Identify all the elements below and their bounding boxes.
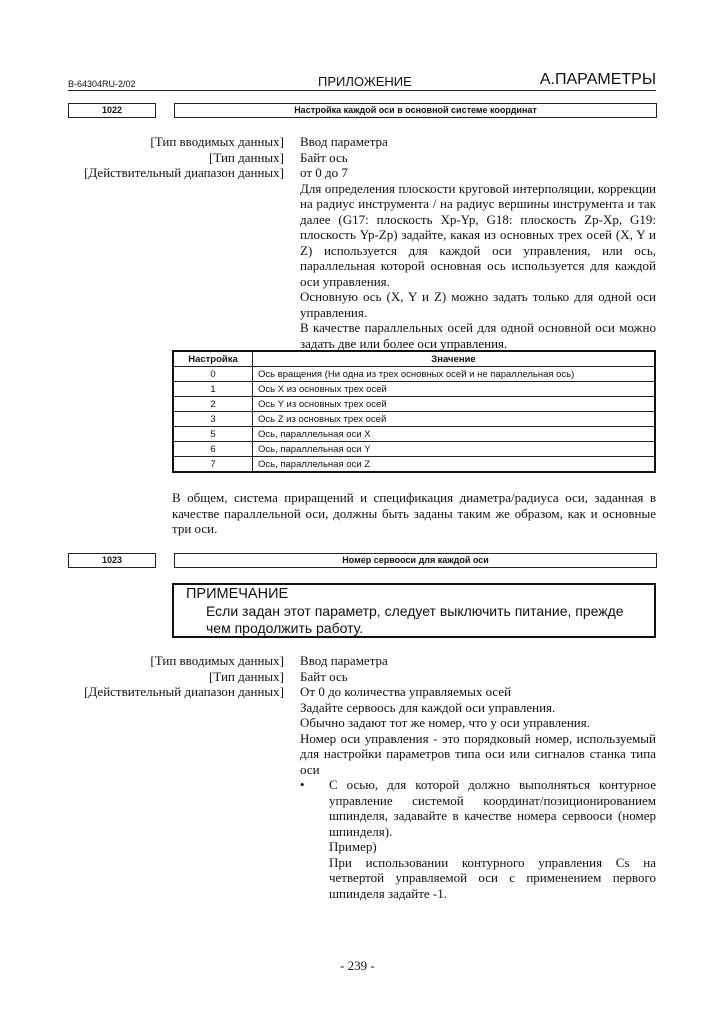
doc-id: B-64304RU-2/02 bbox=[68, 79, 136, 89]
table-row bbox=[173, 397, 655, 412]
cell: Ось, параллельная оси Z bbox=[253, 457, 656, 473]
bullet-item bbox=[329, 777, 656, 901]
param-labels bbox=[60, 653, 284, 700]
param-values bbox=[300, 134, 656, 351]
label-data-range: [Действительный диапазон данных] bbox=[84, 684, 284, 699]
value-input-type: Ввод параметра bbox=[300, 134, 388, 149]
label-input-type: [Тип вводимых данных] bbox=[150, 134, 284, 149]
cell: Ось X из основных трех осей bbox=[253, 382, 656, 397]
chapter-title: А.ПАРАМЕТРЫ bbox=[539, 71, 656, 88]
label-data-type: [Тип данных] bbox=[209, 668, 284, 684]
description: Номер оси управления - это порядковый номер, используемый для настройки параметров типа оси или сигналов станка типа оси bbox=[300, 730, 656, 777]
page-number: - 239 - bbox=[340, 958, 375, 973]
note-box bbox=[172, 583, 656, 638]
section-title: ПРИЛОЖЕНИЕ bbox=[318, 74, 412, 89]
table-row bbox=[173, 412, 655, 427]
table-row bbox=[173, 442, 655, 457]
description: Для определения плоскости круговой интерполяции, коррекции на радиус инструмента / на радиус вершины инструмента и так далее (G17: плоскость Xp-Yp, G18: плоскость Zp-Xp, G19: плоскость Yp-Zp) задайте, какая из основных трех осей (X, Y и Z) используется для каждой оси управления, или ось, параллельная которой основная ось используется для каждой оси управления. bbox=[300, 180, 656, 289]
param-labels bbox=[60, 134, 284, 181]
label-input-type: [Тип вводимых данных] bbox=[150, 653, 284, 668]
table-row bbox=[173, 382, 655, 397]
value-data-type: Байт ось bbox=[300, 149, 348, 165]
description: Задайте сервоось для каждой оси управления. bbox=[300, 699, 556, 715]
column-header: Значение bbox=[253, 351, 656, 367]
cell: Ось вращения (Ни одна из трех основных осей и не параллельная ось) bbox=[253, 367, 656, 382]
column-header: Настройка bbox=[173, 351, 253, 367]
table-row bbox=[173, 367, 655, 382]
note-title: ПРИМЕЧАНИЕ bbox=[186, 586, 289, 602]
settings-table bbox=[172, 350, 656, 473]
description: В качестве параллельных осей для одной основной оси можно задать две или более оси управления. bbox=[300, 320, 656, 351]
table-row bbox=[173, 457, 655, 473]
table-header bbox=[173, 351, 655, 367]
bullet-text: С осью, для которой должно выполняться контурное управление системой координат/позиционированием шпинделя, задавайте в качестве номера сервооси (номер шпинделя). bbox=[329, 777, 656, 839]
value-input-type: Ввод параметра bbox=[300, 653, 388, 668]
cell: Ось Y из основных трех осей bbox=[253, 397, 656, 412]
page-header bbox=[68, 72, 656, 91]
cell: Ось, параллельная оси Y bbox=[253, 442, 656, 457]
cell: 2 bbox=[173, 397, 253, 412]
cell: 6 bbox=[173, 442, 253, 457]
label-data-type: [Тип данных] bbox=[209, 149, 284, 165]
bullet-icon: • bbox=[300, 777, 305, 792]
description: Основную ось (X, Y и Z) можно задать только для одной оси управления. bbox=[300, 289, 656, 320]
cell: 1 bbox=[173, 382, 253, 397]
cell: Ось, параллельная оси X bbox=[253, 427, 656, 442]
description: Обычно задают тот же номер, что у оси управления. bbox=[300, 715, 590, 730]
cell: 0 bbox=[173, 367, 253, 382]
value-data-range: От 0 до количества управляемых осей bbox=[300, 684, 512, 699]
note-text: Если задан этот параметр, следует выключить питание, прежде чем продолжить работу. bbox=[206, 603, 624, 636]
cell: Ось Z из основных трех осей bbox=[253, 412, 656, 427]
cell: 7 bbox=[173, 457, 253, 473]
value-data-type: Байт ось bbox=[300, 668, 348, 684]
label-data-range: [Действительный диапазон данных] bbox=[84, 165, 284, 180]
example-text: При использовании контурного управления Cs на четвертой управляемой оси с применением первого шпинделя задайте -1. bbox=[329, 854, 656, 901]
param-title: Настройка каждой оси в основной системе координат bbox=[174, 103, 657, 118]
param-values bbox=[300, 653, 656, 777]
param-number: 1022 bbox=[68, 103, 156, 118]
footnote-paragraph: В общем, система приращений и спецификация диаметра/радиуса оси, заданная в качестве параллельной оси, должны быть заданы таким же образом, как и основные три оси. bbox=[172, 490, 656, 536]
table-row bbox=[173, 427, 655, 442]
cell: 5 bbox=[173, 427, 253, 442]
value-data-range: от 0 до 7 bbox=[300, 165, 348, 180]
cell: 3 bbox=[173, 412, 253, 427]
param-title: Номер сервооси для каждой оси bbox=[174, 553, 657, 568]
example-label: Пример) bbox=[329, 839, 377, 854]
param-number: 1023 bbox=[68, 553, 156, 568]
